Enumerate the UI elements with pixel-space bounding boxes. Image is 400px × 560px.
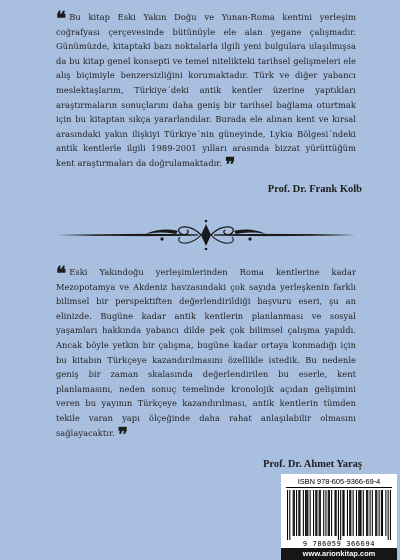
quote-paragraph [56, 263, 356, 446]
quote-text: Eski Yakındoğu yerleşimlerinden Roma kentlerine kadar Mezopotamya ve Akdeniz havzasındaki çok sayıda yerleşkenin farklı bilimsel bir perspektiften değerlendirildiği başvuru eseri, şu an elinizde. Bugüne kadar antik kentlerin planlanması ve sosyal yaşamları hakkında yabancı dilde pek çok bilimsel çalışma yapıldı. Ancak böyle yetkin bir çalışma, bugüne kadar ortaya konmadığı için bu kitabın Türkçeye kazandırılmasını özellikle istedik. Bu nedenle geniş bir zaman skalasında değerlendirilen bu eserle, kent planlamasını, neden sonuç temelinde kronolojik açıdan gelişimini veren bu yayının Türkçeye kazandırılması, antik kentlerin tümden tekile varan yapı ölçeğinde daha rahat anlaşılabilir olmasını sağlayacaktır. [56, 267, 356, 438]
quote-text: Bu kitap Eski Yakın Doğu ve Yunan-Roma kentini yerleşim coğrafyası çerçevesinde bütünüyle ele alan yegane çalışmadır. Günümüzde, kitaptaki bazı noktalarla ilgili yeni bulgulara ulaşılmışsa da bu kitap genel konsepti ve temel nitelikteki tarihsel gelişmeleri ele alış biçimiyle benzersizliğini korumaktadır. Türk ve diğer yabancı meslektaşlarım, Türkiye´deki antik kentler üzerine yaptıkları araştırmaların sonuçlarını daha geniş bir tarihsel bağlama oturtmak için bu kitaptan sıkça yararlandılar. Burada ele alınan kent ve kırsal arasındaki yakın ilişkiyi Türkiye´nin güneyinde, Lykia Bölgesi´ndeki antik kentlerle ilgili 1989-2001 yılları arasında bizzat yürüttüğüm kent araştırmaları da doğrulamaktadır. [56, 12, 356, 168]
quote-block-yaras [56, 263, 356, 446]
close-quote-mark: ❞ [225, 153, 236, 176]
barcode-digits: 9 786059 366694 [302, 540, 376, 548]
close-quote-mark: ❞ [117, 423, 129, 446]
publisher-website: www.arionkitap.com [281, 548, 397, 560]
barcode-icon [287, 490, 391, 540]
author-name: Prof. Dr. Ahmet Yaraş [262, 459, 362, 470]
isbn-label: ISBN 978-605-9366-69-4 [286, 477, 392, 488]
quote-paragraph [56, 8, 356, 176]
open-quote-mark: ❝ [56, 263, 67, 285]
quote-block-kolb [56, 8, 356, 176]
author-name: Prof. Dr. Frank Kolb [267, 184, 362, 195]
ornament-divider-icon [50, 218, 362, 250]
isbn-barcode-box [281, 474, 397, 554]
open-quote-mark: ❝ [56, 8, 67, 30]
